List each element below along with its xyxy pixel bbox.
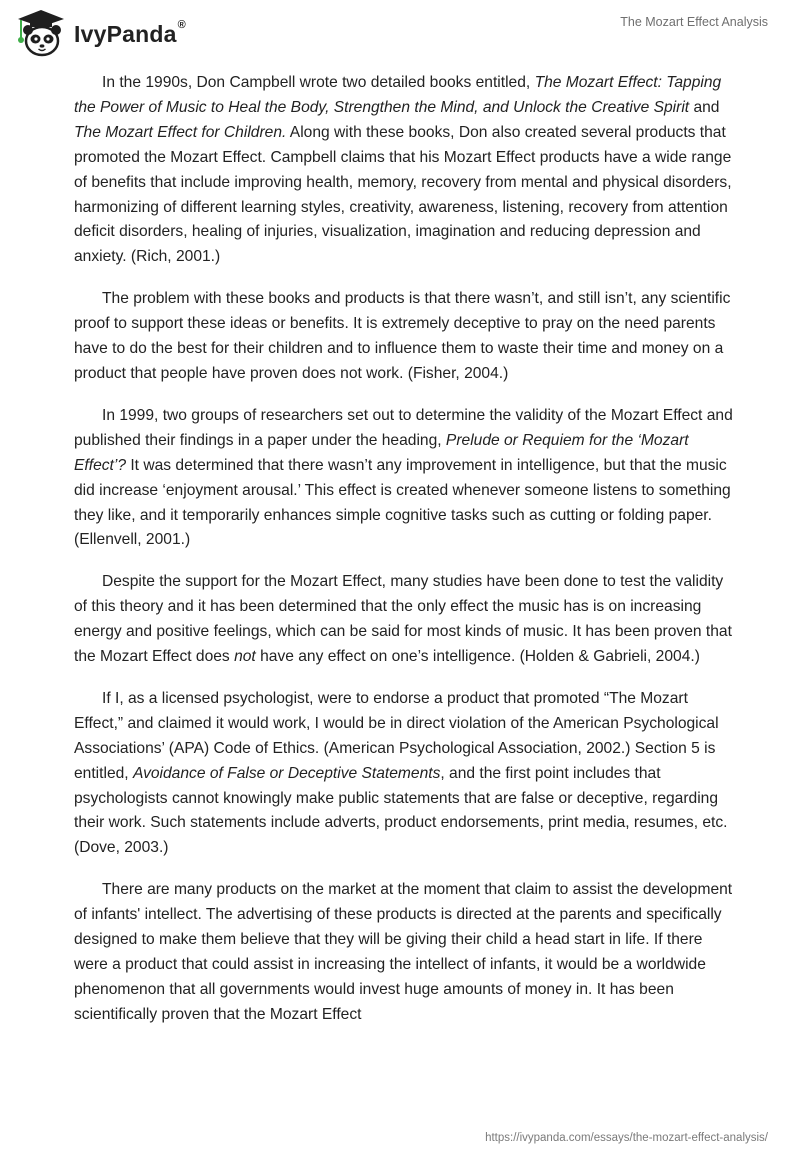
paragraph-text: There are many products on the market at the moment that claim to assist the development of infants' intellect. The advertising of these products is directed at the parents and specifically designed to make them believe that they will be giving their child a head start in life. If there were a product that could assist in increasing the intellect of infants, it would be a worldwide phenomenon that all governments would invest huge amounts of money in. It has been scientifically proven that the Mozart Effect <box>74 881 733 1023</box>
paragraph-text: Along with these books, Don also created several products that promoted the Mozart Effect. Campbell claims that his Mozart Effect products have a wide range of benefits that include improving health, memory, recovery from mental and physical disorders, harmonizing of different learning styles, creativity, awareness, listening, recovery from attention deficit disorders, healing of injuries, visualization, imagination and reducing depression and anxiety. (Rich, 2001.) <box>74 123 732 266</box>
ivypanda-logo[interactable] <box>14 8 186 58</box>
paragraph-text: It was determined that there wasn’t any improvement in intelligence, but that the music did increase ‘enjoyment arousal.’ This effect is created whenever someone listens to something they like, and it temporarily enhances simple cognitive tasks such as cutting or folding paper. (Ellenvell, 2001.) <box>74 456 731 549</box>
paragraph-5 <box>74 687 734 861</box>
paragraph-text: In the 1990s, Don Campbell wrote two detailed books entitled, <box>102 74 535 91</box>
essay-body <box>74 71 734 1045</box>
paragraph-6 <box>74 878 734 1027</box>
paragraph-4 <box>74 570 734 670</box>
paragraph-text: If I, as a licensed psychologist, were to endorse a product that promoted “The Mozart Effect,” and claimed it would work, I would be in direct violation of the American Psychological Associations’ (APA) Code of Ethics. (American Psychological Association, 2002.) Section 5 is entitled, <box>74 689 719 782</box>
paragraph-text: Despite the support for the Mozart Effect, many studies have been done to test the validity of this theory and it has been determined that the only effect the music has is on increasing energy and positive feelings, which can be said for most kinds of music. It has been proven that the Mozart Effect does <box>74 573 732 666</box>
brand-name-text: IvyPanda <box>74 20 177 47</box>
brand-name <box>74 18 186 48</box>
document-title: The Mozart Effect Analysis <box>620 15 768 29</box>
paragraph-text: and <box>689 98 720 116</box>
paragraph-text: In 1999, two groups of researchers set out to determine the validity of the Mozart Effect and published their findings in a paper under the heading, <box>74 406 733 449</box>
paragraph-text: , and the first point includes that psychologists cannot knowingly make public statements that are false or deceptive, regarding their work. Such statements include adverts, product endorsements, print media, resumes, etc. (Dove, 2003.) <box>74 764 728 857</box>
paragraph-text: The problem with these books and products is that there wasn’t, and still isn’t, any scientific proof to support these ideas or benefits. It is extremely deceptive to pray on the need parents have to do the best for their children and to influence them to waste their time and money on a product that people have proven does not work. (Fisher, 2004.) <box>74 290 731 382</box>
registered-mark: ® <box>177 18 186 31</box>
emphasis-not: not <box>234 648 256 666</box>
paper-title: Prelude or Requiem for the ‘Mozart Effect’? <box>74 431 689 474</box>
paragraph-3 <box>74 404 734 553</box>
paragraph-1 <box>74 71 734 270</box>
panda-graduate-logo-icon <box>14 8 68 58</box>
section-title: Avoidance of False or Deceptive Statements <box>132 764 441 782</box>
book-title-1: The Mozart Effect: Tapping the Power of Music to Heal the Body, Strengthen the Mind, and Unlock the Creative Spirit <box>74 74 722 116</box>
paragraph-text: have any effect on one’s intelligence. (Holden & Gabrieli, 2004.) <box>255 648 700 666</box>
book-title-2: The Mozart Effect for Children. <box>74 123 287 141</box>
source-url[interactable]: https://ivypanda.com/essays/the-mozart-effect-analysis/ <box>485 1132 768 1144</box>
page-header <box>0 0 800 70</box>
paragraph-2 <box>74 287 734 387</box>
